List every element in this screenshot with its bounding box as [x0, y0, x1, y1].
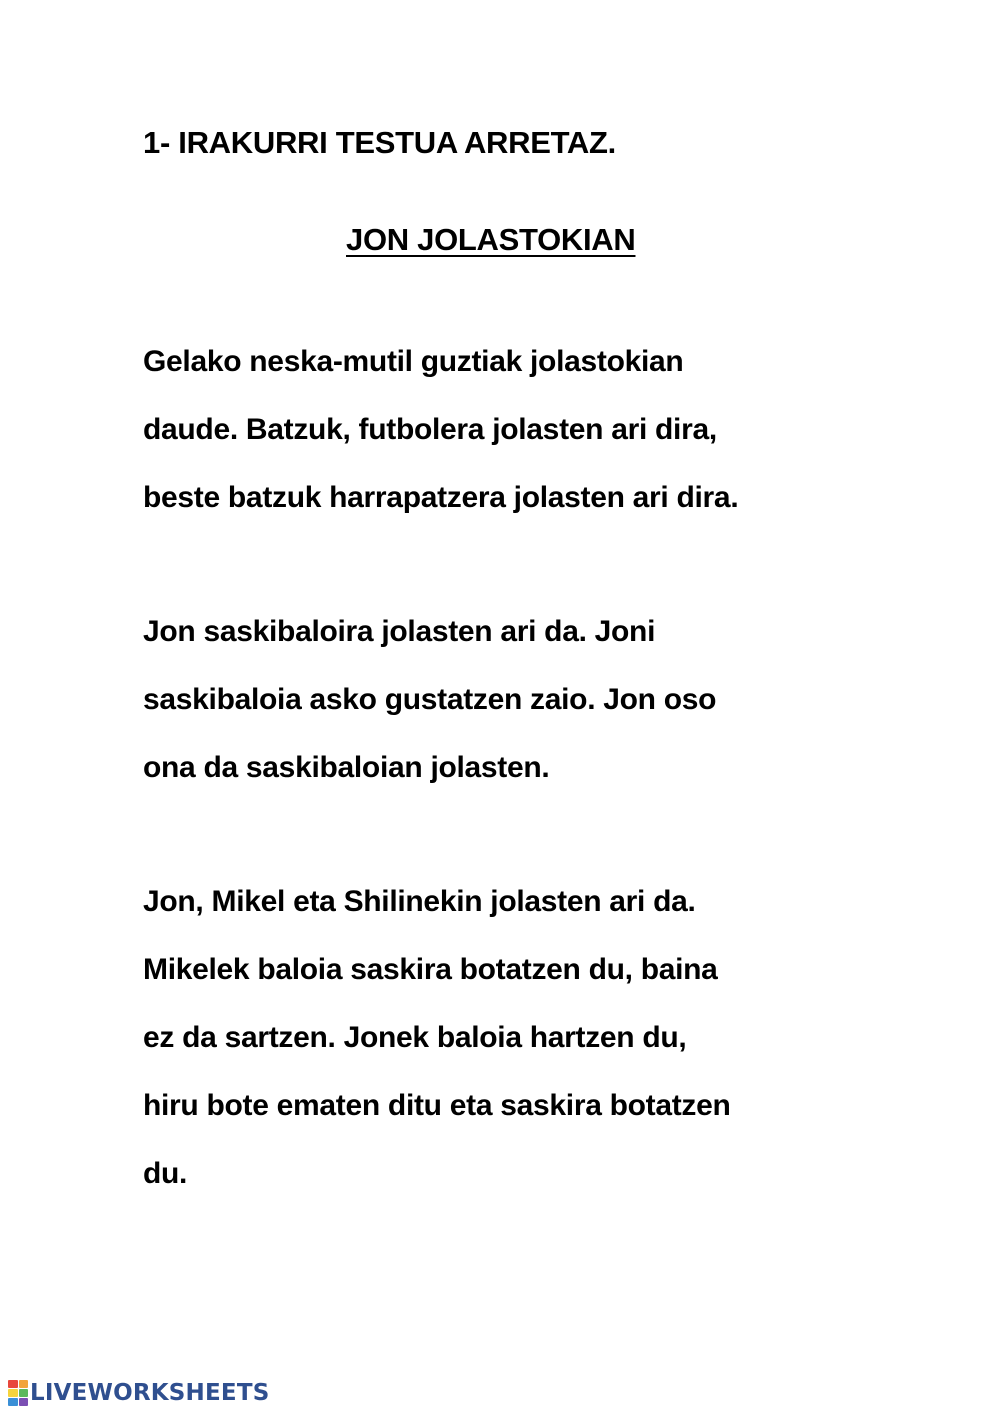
instruction-heading: 1- IRAKURRI TESTUA ARRETAZ.	[143, 125, 616, 160]
liveworksheets-logo[interactable]	[8, 1380, 269, 1406]
story-title: JON JOLASTOKIAN	[346, 222, 636, 257]
paragraph-1-line-3: beste batzuk harrapatzera jolasten ari dira.	[143, 481, 739, 514]
paragraph-3-line-4: hiru bote ematen ditu eta saskira botatzen	[143, 1089, 731, 1122]
paragraph-3-line-1: Jon, Mikel eta Shilinekin jolasten ari da.	[143, 885, 696, 918]
paragraph-3-line-5: du.	[143, 1157, 188, 1190]
paragraph-3-line-3: ez da sartzen. Jonek baloia hartzen du,	[143, 1021, 687, 1054]
paragraph-1-line-1: Gelako neska-mutil guztiak jolastokian	[143, 345, 684, 378]
liveworksheets-logo-icon	[8, 1380, 28, 1406]
paragraph-2-line-1: Jon saskibaloira jolasten ari da. Joni	[143, 615, 656, 648]
paragraph-2-line-2: saskibaloia asko gustatzen zaio. Jon oso	[143, 683, 717, 716]
liveworksheets-brand-text: LIVEWORKSHEETS	[30, 1380, 270, 1406]
paragraph-3-line-2: Mikelek baloia saskira botatzen du, baina	[143, 953, 718, 986]
paragraph-2-line-3: ona da saskibaloian jolasten.	[143, 751, 550, 784]
paragraph-1-line-2: daude. Batzuk, futbolera jolasten ari dira,	[143, 413, 717, 446]
